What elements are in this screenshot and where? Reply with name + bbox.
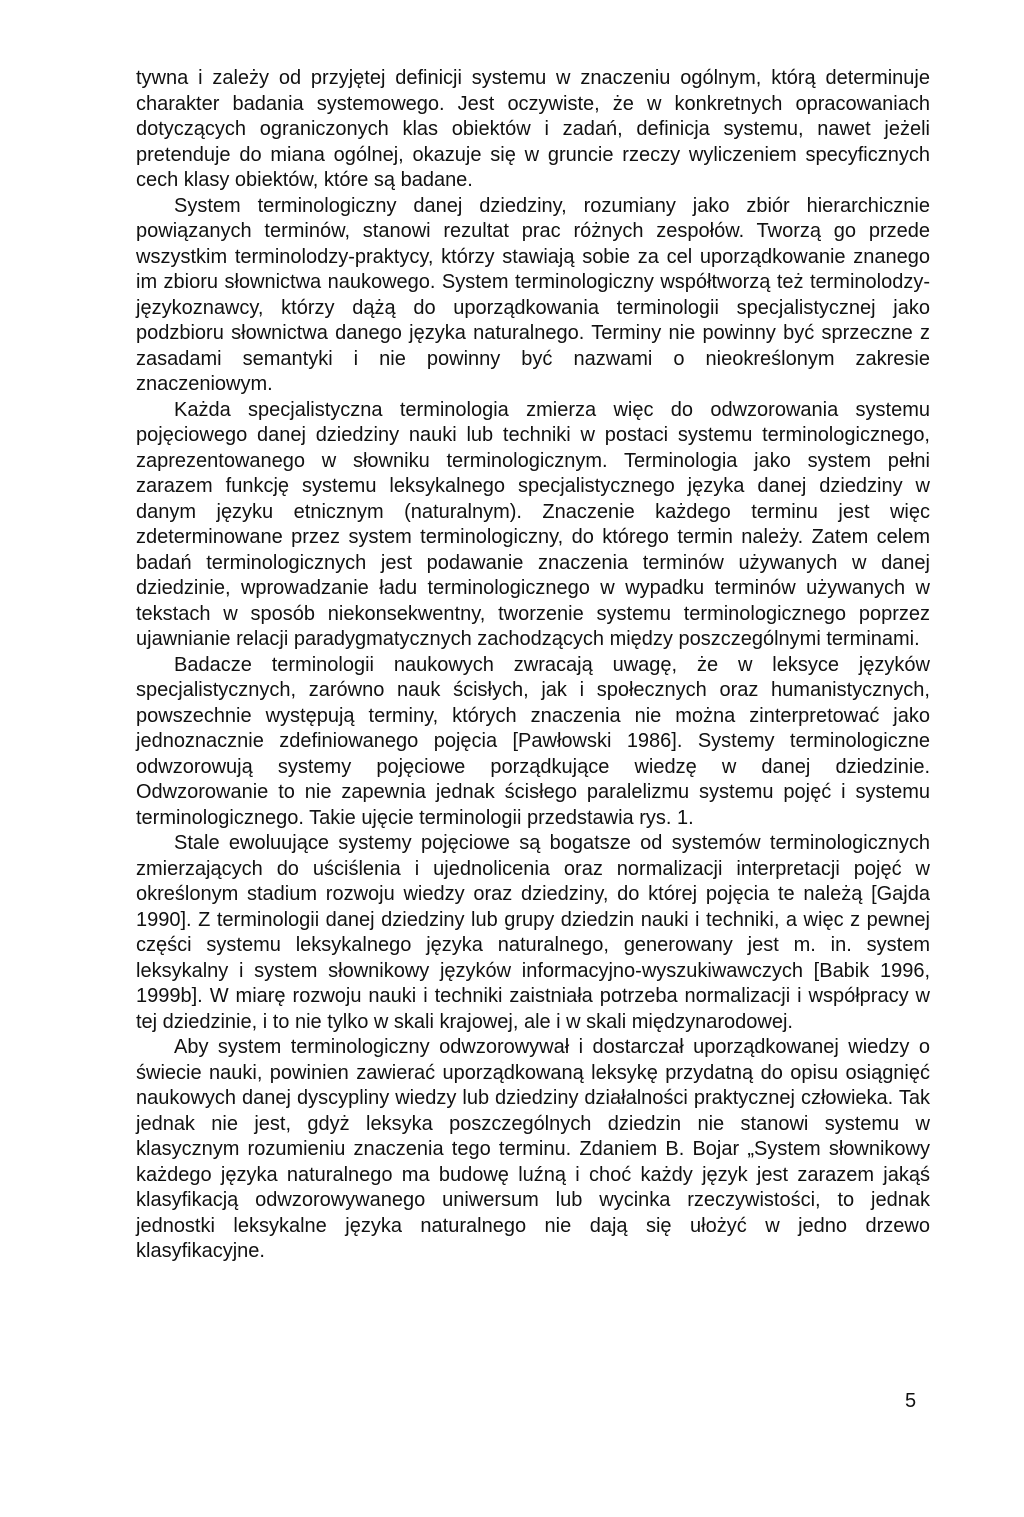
body-text	[136, 66, 930, 1265]
paragraph-1: tywna i zależy od przyjętej definicji systemu w znaczeniu ogólnym, którą determinuje charakter badania systemowego. Jest oczywiste, że w konkretnych opracowaniach dotyczących ograniczonych klas obiektów i zadań, definicja systemu, nawet jeżeli pretenduje do miana ogólnej, okazuje się w gruncie rzeczy wyliczeniem specyficznych cech klasy obiektów, które są badane.	[136, 67, 930, 191]
paragraph-5: Stale ewoluujące systemy pojęciowe są bogatsze od systemów terminologicznych zmierzających do uściślenia i ujednolicenia oraz normalizacji interpretacji pojęć w określonym stadium rozwoju wiedzy oraz dziedziny, do której pojęcia te należą [Gajda 1990]. Z terminologii danej dziedziny lub grupy dziedzin nauki i techniki, a więc z pewnej części systemu leksykalnego języka naturalnego, generowany jest m. in. system leksykalny i system słownikowy języków informacyjno-wyszukiwawczych [Babik 1996, 1999b]. W miarę rozwoju nauki i techniki zaistniała potrzeba normalizacji i współpracy w tej dziedzinie, i to nie tylko w skali krajowej, ale i w skali międzynarodowej.	[136, 832, 930, 1033]
paragraph-4: Badacze terminologii naukowych zwracają uwagę, że w leksyce języków specjalistycznych, zarówno nauk ścisłych, jak i społecznych oraz humanistycznych, powszechnie występują terminy, których znaczenia nie można zinterpretować jako jednoznacznie zdefiniowanego pojęcia [Pawłowski 1986]. Systemy terminologiczne odwzorowują systemy pojęciowe porządkujące wiedzę w danej dziedzinie. Odwzorowanie to nie zapewnia jednak ścisłego paralelizmu systemu pojęć i systemu terminologicznego. Takie ujęcie terminologii przedstawia rys. 1.	[136, 653, 930, 829]
paragraph-6: Aby system terminologiczny odwzorowywał i dostarczał uporządkowanej wiedzy o świecie nauki, powinien zawierać uporządkowaną leksykę przydatną do opisu osiągnięć naukowych danej dyscypliny wiedzy lub dziedziny działalności praktycznej człowieka. Tak jednak nie jest, gdyż leksyka poszczególnych dziedzin nie stanowi systemu w klasycznym rozumieniu znaczenia tego terminu. Zdaniem B. Bojar „System słownikowy każdego języka naturalnego ma budowę luźną i choć każdy język jest zarazem jakąś klasyfikacją odwzorowywanego uniwersum lub wycinka rzeczywistości, to jednak jednostki leksykalne języka naturalnego nie dają się ułożyć w jedno drzewo klasyfikacyjne.	[136, 1036, 930, 1262]
paragraph-3: Każda specjalistyczna terminologia zmierza więc do odwzorowania systemu pojęciowego danej dziedziny nauki lub techniki w postaci systemu terminologicznego, zaprezentowanego w słowniku terminologicznym. Terminologia jako system pełni zarazem funkcję systemu leksykalnego specjalistycznego języka danej dziedziny w danym języku etnicznym (naturalnym). Znaczenie każdego terminu jest więc zdeterminowane przez system terminologiczny, do którego termin należy. Zatem celem badań terminologicznych jest podawanie znaczenia terminów używanych w danej dziedzinie, wprowadzanie ładu terminologicznego w wypadku terminów używanych w tekstach w sposób niekonsekwentny, tworzenie systemu terminologicznego poprzez ujawnianie relacji paradygmatycznych zachodzących między poszczególnymi terminami.	[136, 398, 930, 650]
page-number: 5	[905, 1390, 917, 1412]
paragraph-2: System terminologiczny danej dziedziny, rozumiany jako zbiór hierarchicznie powiązanych terminów, stanowi rezultat prac różnych zespołów. Tworzą go przede wszystkim terminolodzy-praktycy, którzy stawiają sobie za cel uporządkowanie znanego im zbioru słownictwa naukowego. System terminologiczny współtworzą też terminolodzy-językoznawcy, którzy dążą do uporządkowania terminologii specjalistycznej jako podzbioru słownictwa danego języka naturalnego. Terminy nie powinny być sprzeczne z zasadami semantyki i nie powinny być nazwami o nieokreślonym zakresie znaczeniowym.	[136, 194, 930, 395]
